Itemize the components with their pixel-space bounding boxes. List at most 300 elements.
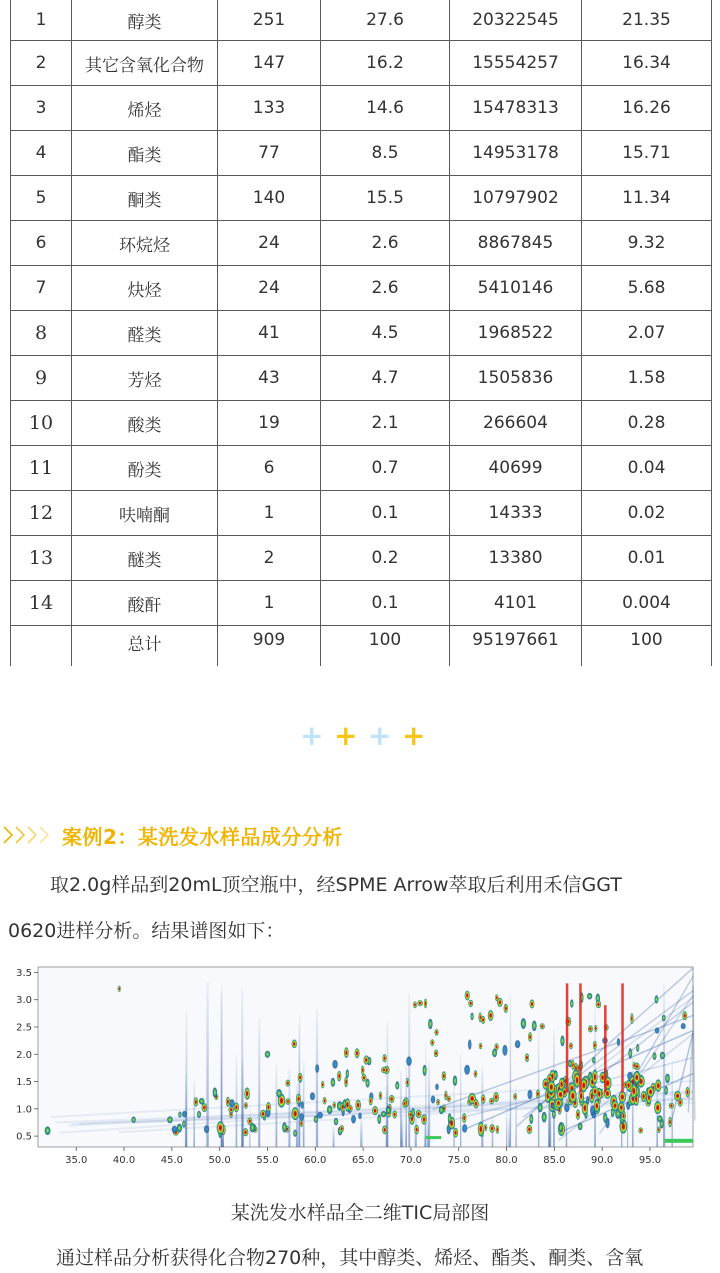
peak-spot (489, 1098, 494, 1105)
compound-class: 芳烃 (72, 356, 218, 401)
peak-spot (204, 1125, 209, 1133)
count-percent: 0.2 (321, 536, 450, 581)
peak-spot (527, 1090, 532, 1100)
peak-spot (540, 1023, 545, 1029)
peak-spot (527, 1125, 533, 1134)
peak-spot (331, 1078, 336, 1087)
area-percent: 1.58 (582, 356, 712, 401)
peak-spot (430, 1039, 434, 1046)
peak-spot (685, 1087, 689, 1097)
table-row (11, 581, 712, 626)
peak-spot (382, 1125, 387, 1134)
y-tick-label: 3.5 (16, 967, 32, 979)
peak-area: 13380 (450, 536, 582, 581)
peak-spot (479, 1043, 482, 1049)
peak-spot (167, 1116, 173, 1123)
tall-peak (566, 983, 569, 1092)
row-index: 6 (11, 221, 72, 266)
peak-area: 95197661 (450, 626, 582, 667)
peak-spot (406, 1078, 409, 1087)
row-index: 12 (11, 491, 72, 536)
peak-spot (406, 1056, 411, 1066)
count-percent: 2.6 (321, 266, 450, 311)
table-row (11, 401, 712, 446)
area-percent: 2.07 (582, 311, 712, 356)
peak-spot (657, 1126, 661, 1133)
peak-spot (462, 1124, 467, 1133)
peak-spot (301, 1101, 304, 1109)
peak-spot (664, 1086, 668, 1095)
streak (360, 1118, 362, 1147)
peak-spot (603, 1113, 607, 1123)
peak-spot (372, 1106, 378, 1115)
peak-area: 4101 (450, 581, 582, 626)
peak-area: 40699 (450, 446, 582, 491)
peak-spot (619, 1091, 626, 1103)
x-tick-label: 35.0 (65, 1155, 88, 1166)
peak-spot (504, 1004, 508, 1013)
peak-spot (582, 1101, 588, 1115)
streak (236, 1055, 238, 1147)
peak-spot (178, 1112, 181, 1118)
peak-spot (317, 1112, 323, 1119)
streak (193, 1079, 195, 1147)
x-tick-label: 65.0 (351, 1155, 375, 1166)
peak-area: 20322545 (450, 0, 582, 41)
peak-spot (618, 1102, 624, 1113)
peak-spot (343, 1099, 347, 1108)
row-index: 11 (11, 446, 72, 491)
peak-spot (630, 1013, 633, 1024)
peak-spot (468, 1039, 472, 1049)
compound-class: 环烷烃 (72, 221, 218, 266)
peak-spot (592, 1086, 599, 1096)
peak-spot (434, 1050, 438, 1057)
peak-spot (346, 1069, 349, 1078)
row-index: 4 (11, 131, 72, 176)
y-tick-label: 0.5 (16, 1131, 32, 1143)
x-tick-label: 70.0 (399, 1155, 423, 1166)
peak-area: 15478313 (450, 86, 582, 131)
peak-spot (481, 1094, 486, 1103)
table-row (11, 0, 712, 41)
peak-spot (633, 1062, 636, 1069)
peak-spot (202, 1103, 208, 1112)
peak-spot (484, 1124, 487, 1131)
streak (258, 1019, 260, 1147)
peak-spot (45, 1126, 51, 1135)
compound-class: 酯类 (72, 131, 218, 176)
peak-spot (617, 1038, 620, 1046)
compound-count: 43 (218, 356, 321, 401)
peak-spot (285, 1080, 290, 1087)
compound-class: 呋喃酮 (72, 491, 218, 536)
gcxgc-tic-heatmap (10, 962, 700, 1172)
peak-spot (626, 1080, 631, 1091)
x-tick-label: 45.0 (160, 1155, 184, 1166)
peak-spot (481, 1016, 485, 1024)
row-index: 13 (11, 536, 72, 581)
area-percent: 0.04 (582, 446, 712, 491)
peak-spot (478, 1122, 484, 1137)
peak-spot (395, 1081, 399, 1089)
peak-area: 266604 (450, 401, 582, 446)
peak-spot (453, 1075, 458, 1085)
composition-table (10, 0, 712, 666)
peak-spot (447, 1096, 451, 1102)
peak-spot (681, 1023, 686, 1029)
streak (538, 1030, 539, 1147)
peak-spot (655, 995, 659, 1003)
peak-spot (594, 1025, 597, 1032)
count-percent: 8.5 (321, 131, 450, 176)
compound-class: 烯烃 (72, 86, 218, 131)
peak-spot (213, 1087, 218, 1097)
peak-area: 1968522 (450, 311, 582, 356)
compound-count: 24 (218, 221, 321, 266)
baseline-streak (425, 1136, 441, 1139)
table-row (11, 221, 712, 266)
count-percent: 0.7 (321, 446, 450, 491)
peak-spot (291, 1107, 298, 1120)
peak-spot (641, 1091, 646, 1102)
row-index: 9 (11, 356, 72, 401)
y-tick-label: 1.5 (16, 1077, 32, 1089)
x-tick-label: 85.0 (543, 1155, 566, 1166)
peak-spot (532, 1021, 537, 1032)
peak-spot (682, 1011, 687, 1020)
peak-spot (560, 1036, 564, 1047)
baseline-streak (664, 1139, 693, 1143)
streak (275, 1064, 277, 1147)
peak-spot (355, 1100, 361, 1111)
peak-spot (569, 1042, 573, 1049)
count-percent: 14.6 (321, 86, 450, 131)
count-percent: 4.5 (321, 311, 450, 356)
peak-spot (542, 1112, 547, 1123)
compound-count: 1 (218, 491, 321, 536)
table-row (11, 356, 712, 401)
table-row (11, 491, 712, 536)
peak-spot (366, 1079, 370, 1088)
x-tick-label: 40.0 (112, 1155, 136, 1166)
peak-spot (636, 1044, 639, 1052)
x-tick-label: 60.0 (304, 1155, 327, 1166)
area-percent: 100 (582, 626, 712, 667)
compound-count: 24 (218, 266, 321, 311)
streak (316, 1009, 318, 1147)
area-percent: 5.68 (582, 266, 712, 311)
peak-spot (592, 1057, 595, 1064)
peak-spot (333, 1102, 336, 1109)
area-percent: 16.26 (582, 86, 712, 131)
peak-spot (402, 1100, 406, 1108)
peak-spot (515, 1040, 520, 1048)
y-tick-label: 2.5 (16, 1022, 32, 1034)
table-row (11, 266, 712, 311)
peak-spot (226, 1097, 230, 1107)
peak-spot (344, 1047, 349, 1058)
peak-spot (182, 1120, 186, 1127)
peak-area: 14953178 (450, 131, 582, 176)
chevrons-icon (2, 825, 50, 845)
peak-spot (492, 1049, 497, 1058)
peak-spot (299, 1113, 304, 1121)
area-percent: 0.01 (582, 536, 712, 581)
peak-spot (473, 1099, 478, 1109)
peak-spot (423, 1065, 427, 1076)
peak-spot (266, 1102, 271, 1112)
peak-spot (199, 1098, 205, 1104)
table-row (11, 86, 712, 131)
peak-spot (530, 999, 535, 1008)
figure-caption: 某洗发水样品全二维TIC局部图 (230, 1202, 490, 1224)
table-row (11, 176, 712, 221)
peak-spot (592, 1070, 597, 1085)
peak-spot (131, 1116, 135, 1123)
composition-table-container (10, 0, 711, 666)
table-body (11, 0, 712, 666)
peak-spot (358, 1112, 362, 1119)
tall-peak (621, 983, 624, 1092)
x-tick-label: 95.0 (638, 1155, 662, 1166)
compound-count: 6 (218, 446, 321, 491)
peak-spot (265, 1051, 270, 1058)
x-tick-label: 50.0 (208, 1155, 231, 1166)
area-percent: 0.004 (582, 581, 712, 626)
peak-spot (488, 1010, 494, 1021)
compound-count: 77 (218, 131, 321, 176)
decorative-plus-row (0, 720, 720, 752)
peak-spot (497, 998, 503, 1007)
table-row (11, 41, 712, 86)
peak-spot (118, 986, 121, 992)
count-percent: 27.6 (321, 0, 450, 41)
count-percent: 100 (321, 626, 450, 667)
y-tick-label: 1.0 (16, 1104, 32, 1116)
peak-spot (292, 1039, 297, 1048)
compound-count: 41 (218, 311, 321, 356)
row-index: 1 (11, 0, 72, 41)
peak-spot (315, 1064, 319, 1073)
peak-spot (525, 1053, 529, 1062)
compound-class: 醇类 (72, 0, 218, 41)
row-index: 7 (11, 266, 72, 311)
peak-spot (310, 1092, 315, 1100)
peak-spot (521, 1018, 526, 1029)
peak-spot (293, 1130, 297, 1137)
peak-spot (612, 1101, 619, 1111)
area-percent: 21.35 (582, 0, 712, 41)
streak (427, 1122, 428, 1147)
peak-spot (217, 1121, 224, 1134)
peak-spot (421, 1114, 427, 1124)
peak-spot (197, 1111, 201, 1118)
peak-spot (369, 1096, 373, 1105)
peak-spot (569, 1089, 577, 1103)
compound-count: 1 (218, 581, 321, 626)
peak-spot (434, 1029, 438, 1036)
peak-spot (576, 1109, 580, 1119)
section-heading (0, 818, 720, 852)
peak-area: 10797902 (450, 176, 582, 221)
peak-spot (424, 999, 427, 1009)
count-percent: 2.6 (321, 221, 450, 266)
count-percent: 4.7 (321, 356, 450, 401)
peak-spot (361, 1065, 364, 1074)
count-percent: 0.1 (321, 581, 450, 626)
row-index: 2 (11, 41, 72, 86)
peak-spot (247, 1118, 252, 1125)
peak-spot (349, 1105, 353, 1112)
peak-spot (655, 1079, 661, 1092)
area-percent: 9.32 (582, 221, 712, 266)
peak-spot (362, 1074, 367, 1082)
peak-spot (182, 1111, 187, 1117)
peak-spot (655, 1027, 660, 1033)
paragraph-2: 通过样品分析获得化合物270种，其中醇类、烯烃、酯类、酮类、含氧 (56, 1247, 644, 1269)
peak-spot (323, 1097, 327, 1105)
peak-spot (431, 1096, 435, 1104)
compound-class: 酸类 (72, 401, 218, 446)
peak-spot (453, 1128, 458, 1138)
compound-class: 其它含氧化合物 (72, 41, 218, 86)
peak-spot (513, 1093, 517, 1100)
peak-spot (381, 1067, 387, 1074)
peak-spot (496, 1125, 499, 1134)
peak-spot (462, 1113, 466, 1123)
count-percent: 16.2 (321, 41, 450, 86)
area-percent: 16.34 (582, 41, 712, 86)
peak-spot (413, 1001, 417, 1008)
compound-class: 酸酐 (72, 581, 218, 626)
peak-spot (298, 1073, 303, 1082)
area-percent: 0.28 (582, 401, 712, 446)
peak-area: 8867845 (450, 221, 582, 266)
peak-spot (538, 1103, 543, 1113)
plus-icon: + (300, 719, 324, 752)
peak-spot (435, 1084, 439, 1090)
peak-spot (194, 1097, 199, 1106)
peak-spot (386, 1107, 391, 1115)
peak-spot (468, 1000, 473, 1007)
peak-spot (416, 1110, 422, 1118)
peak-spot (392, 1110, 396, 1118)
peak-spot (244, 1102, 248, 1109)
peak-spot (674, 1091, 681, 1101)
peak-spot (337, 1071, 341, 1082)
peak-spot (557, 1089, 565, 1101)
peak-spot (489, 1124, 495, 1133)
peak-area: 1505836 (450, 356, 582, 401)
peak-spot (282, 1122, 287, 1132)
peak-spot (647, 1086, 654, 1097)
peak-spot (177, 1124, 182, 1133)
peak-spot (327, 1105, 332, 1114)
compound-count: 140 (218, 176, 321, 221)
peak-spot (657, 1115, 662, 1122)
table-row (11, 446, 712, 491)
paragraph-line-1: 取2.0g样品到20mL顶空瓶中，经SPME Arrow萃取后利用禾信GGT (50, 874, 622, 896)
peak-spot (665, 1074, 670, 1083)
compound-count: 133 (218, 86, 321, 131)
peak-spot (564, 1103, 569, 1112)
tall-peak (579, 983, 582, 1092)
y-tick-label: 2.0 (16, 1049, 32, 1061)
peak-spot (276, 1089, 282, 1098)
peak-spot (474, 1070, 478, 1077)
plus-icon: + (402, 719, 426, 752)
peak-spot (536, 1090, 540, 1099)
peak-area: 14333 (450, 491, 582, 536)
streak (506, 1109, 507, 1147)
peak-spot (628, 1048, 632, 1059)
peak-spot (669, 1103, 674, 1109)
compound-count: 147 (218, 41, 321, 86)
compound-class: 总计 (72, 626, 218, 667)
compound-class: 酮类 (72, 176, 218, 221)
peak-spot (442, 1071, 446, 1080)
x-tick-label: 80.0 (495, 1155, 518, 1166)
peak-spot (355, 1048, 360, 1058)
count-percent: 15.5 (321, 176, 450, 221)
row-index: 14 (11, 581, 72, 626)
peak-spot (668, 1117, 672, 1128)
peak-spot (296, 1094, 301, 1105)
streak (333, 1126, 335, 1147)
peak-spot (439, 1106, 444, 1114)
peak-spot (588, 1025, 593, 1032)
peak-spot (351, 1115, 356, 1124)
peak-spot (448, 1113, 452, 1123)
peak-area: 5410146 (450, 266, 582, 311)
table-row (11, 311, 712, 356)
peak-spot (285, 1098, 290, 1105)
peak-spot (417, 1000, 423, 1006)
streak (408, 993, 410, 1147)
peak-spot (229, 1099, 234, 1107)
table-row (11, 131, 712, 176)
peak-spot (596, 1000, 601, 1008)
peak-spot (428, 1019, 432, 1029)
peak-spot (340, 1125, 344, 1133)
peak-spot (363, 1055, 369, 1064)
table-row (11, 626, 712, 667)
peak-spot (470, 1013, 473, 1021)
compound-count: 19 (218, 401, 321, 446)
tall-peak (604, 1005, 607, 1092)
peak-spot (414, 1125, 419, 1135)
compound-class: 醚类 (72, 536, 218, 581)
compound-count: 2 (218, 536, 321, 581)
peak-spot (332, 1060, 337, 1069)
compound-count: 251 (218, 0, 321, 41)
peak-spot (493, 1092, 499, 1102)
peak-spot (660, 1052, 665, 1060)
compound-count: 909 (218, 626, 321, 667)
peak-spot (334, 1118, 338, 1125)
count-percent: 2.1 (321, 401, 450, 446)
row-index: 8 (11, 311, 72, 356)
row-index: 10 (11, 401, 72, 446)
peak-spot (653, 1052, 657, 1060)
peak-area: 15554257 (450, 41, 582, 86)
x-tick-label: 55.0 (256, 1155, 279, 1166)
compound-class: 酚类 (72, 446, 218, 491)
peak-spot (344, 1077, 348, 1088)
peak-spot (578, 1123, 583, 1131)
section-title: 案例2：某洗发水样品成分分析 (62, 824, 343, 849)
